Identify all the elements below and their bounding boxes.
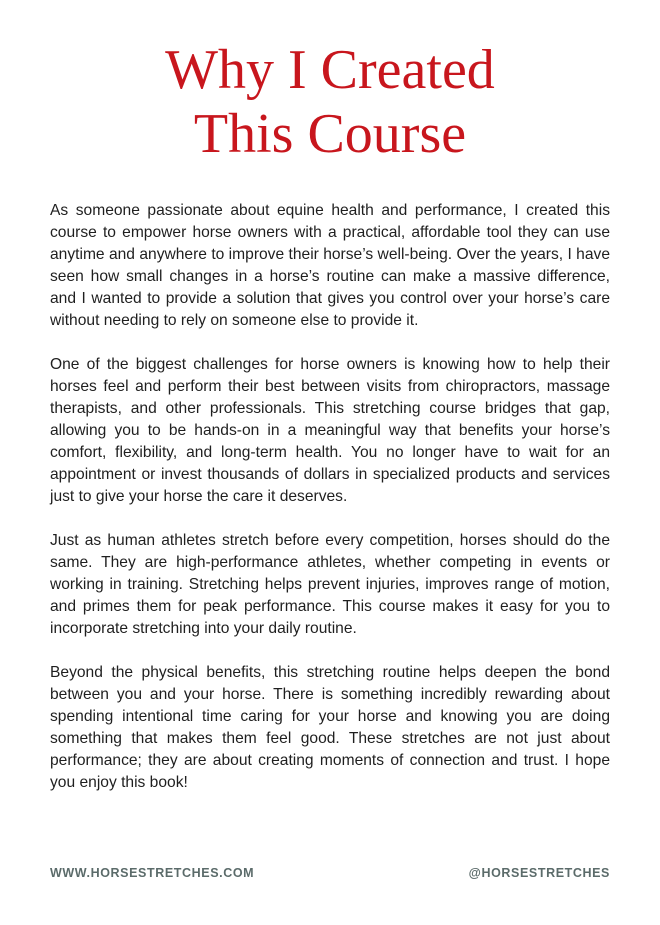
footer-website: WWW.HORSESTRETCHES.COM [50,866,255,880]
paragraph-3: Just as human athletes stretch before every competition, horses should do the same. They are high-performance athletes, whether competing in events or working in training. Stretching helps prevent injuries, improves range of motion, and primes them for peak performance. This course makes it easy for you to incorporate stretching into your daily routine. [50,532,610,637]
page-footer [50,866,610,884]
body-text [50,200,610,816]
paragraph-4: Beyond the physical benefits, this stretching routine helps deepen the bond between you and your horse. There is something incredibly rewarding about spending intentional time caring for your horse and knowing you are doing something that makes them feel good. These stretches are not just about performance; they are about creating moments of connection and trust. I hope you enjoy this book! [50,664,610,791]
page-title [0,38,660,166]
footer-social-handle: @HORSESTRETCHES [468,866,610,880]
paragraph-1: As someone passionate about equine health and performance, I created this course to empower horse owners with a practical, affordable tool they can use anytime and anywhere to improve their horse’s well-being. Over the years, I have seen how small changes in a horse’s routine can make a massive difference, and I wanted to provide a solution that gives you control over your horse’s care without needing to rely on someone else to provide it. [50,202,610,329]
paragraph-2: One of the biggest challenges for horse owners is knowing how to help their horses feel and perform their best between visits from chiropractors, massage therapists, and other professionals. This stretching course bridges that gap, allowing you to be hands-on in a meaningful way that benefits your horse’s comfort, flexibility, and long-term health. You no longer have to wait for an appointment or invest thousands of dollars in specialized products and services just to give your horse the care it deserves. [50,356,610,505]
page-title-line-2: This Course [193,103,467,165]
page-title-line-1: Why I Created [165,39,495,101]
